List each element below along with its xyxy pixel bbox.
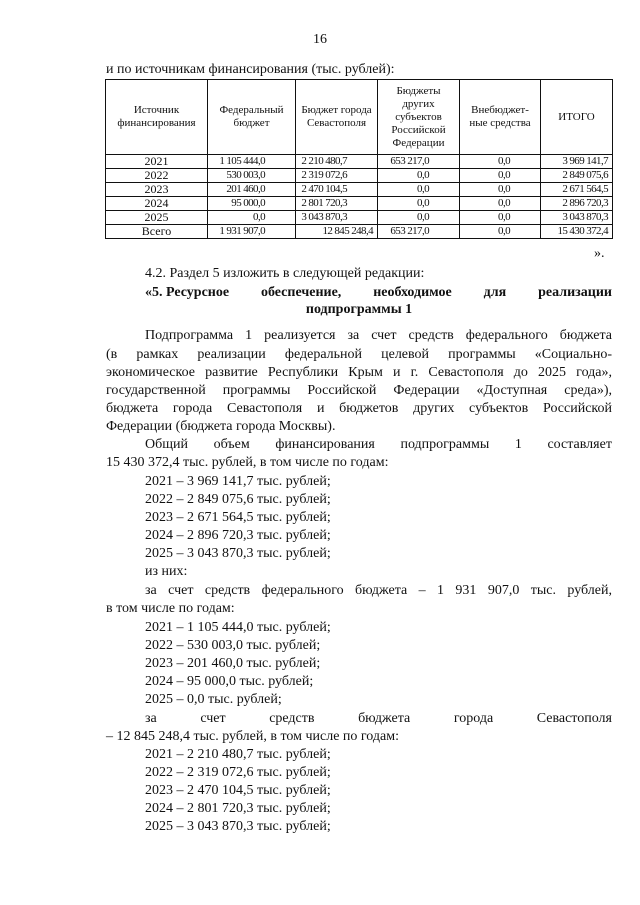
table-cell: 1 931 907,0 <box>208 225 296 239</box>
heading-word: для <box>483 285 507 300</box>
federal-year-item: 2024 – 95 000,0 тыс. рублей; <box>145 674 314 689</box>
header-extrabudgetary: Внебюджет-ные средства <box>460 80 541 155</box>
total-word: составляет <box>547 437 612 452</box>
section-intro: 4.2. Раздел 5 изложить в следующей редакции: <box>145 266 425 281</box>
table-cell: 2 470 104,5 <box>296 183 378 197</box>
table-cell: 3 969 141,7 <box>541 155 613 169</box>
total-year-item: 2021 – 3 969 141,7 тыс. рублей; <box>145 474 331 489</box>
table-cell: 0,0 <box>378 183 460 197</box>
table-cell: 0,0 <box>460 225 541 239</box>
table-cell: 0,0 <box>460 183 541 197</box>
table-cell-year: 2024 <box>106 197 208 211</box>
table-cell: 12 845 248,4 <box>296 225 378 239</box>
total-year-item: 2023 – 2 671 564,5 тыс. рублей; <box>145 510 331 525</box>
table-cell: 2 849 075,6 <box>541 169 613 183</box>
city-word: бюджета <box>358 711 411 726</box>
table-cell: 1 105 444,0 <box>208 155 296 169</box>
table-cell: 3 043 870,3 <box>296 211 378 225</box>
paragraph-line: Подпрограмма 1 реализуется за счет средств федерального бюджета <box>145 328 612 343</box>
table-cell: 95 000,0 <box>208 197 296 211</box>
total-word: Общий <box>145 437 188 452</box>
city-year-item: 2021 – 2 210 480,7 тыс. рублей; <box>145 747 331 762</box>
table-cell: 0,0 <box>460 169 541 183</box>
paragraph-line: Федерации (бюджета города Москвы). <box>106 419 336 434</box>
table-cell: 3 043 870,3 <box>541 211 613 225</box>
header-total: ИТОГО <box>541 80 613 155</box>
header-source: Источник финансирования <box>106 80 208 155</box>
table-cell: 0,0 <box>208 211 296 225</box>
total-year-item: 2024 – 2 896 720,3 тыс. рублей; <box>145 528 331 543</box>
federal-line: за счет средств федерального бюджета – 1 931 907,0 тыс. рублей, <box>145 583 612 598</box>
table-header-row <box>106 80 613 155</box>
table-cell: 2 801 720,3 <box>296 197 378 211</box>
paragraph-line: бюджета города Севастополя и бюджетов других субъектов Российской <box>106 401 612 416</box>
table-row <box>106 183 613 197</box>
table-closing-quote: ». <box>594 246 605 261</box>
city-word: счет <box>200 711 226 726</box>
of-them-label: из них: <box>145 564 188 579</box>
table-cell-year: 2025 <box>106 211 208 225</box>
table-cell-total-label: Всего <box>106 225 208 239</box>
federal-year-item: 2025 – 0,0 тыс. рублей; <box>145 692 282 707</box>
table-cell-year: 2022 <box>106 169 208 183</box>
table-cell: 2 210 480,7 <box>296 155 378 169</box>
total-word: 1 <box>514 437 522 452</box>
heading-word: реализации <box>538 285 612 300</box>
federal-subline: в том числе по годам: <box>106 601 235 616</box>
table-total-row <box>106 225 613 239</box>
header-federal: Федеральный бюджет <box>208 80 296 155</box>
total-word: подпрограммы <box>400 437 490 452</box>
total-year-item: 2025 – 3 043 870,3 тыс. рублей; <box>145 546 331 561</box>
total-word: финансирования <box>275 437 375 452</box>
table-cell: 0,0 <box>460 197 541 211</box>
table-cell: 0,0 <box>378 169 460 183</box>
table-cell: 653 217,0 <box>378 225 460 239</box>
table-cell-year: 2021 <box>106 155 208 169</box>
table-cell: 0,0 <box>378 197 460 211</box>
table-row <box>106 169 613 183</box>
city-year-item: 2023 – 2 470 104,5 тыс. рублей; <box>145 783 331 798</box>
page-number: 16 <box>313 32 327 47</box>
total-year-item: 2022 – 2 849 075,6 тыс. рублей; <box>145 492 331 507</box>
heading-word: обеспечение, <box>260 285 342 300</box>
city-word: Севастополя <box>536 711 612 726</box>
section-heading-line1 <box>145 284 612 301</box>
paragraph-line: экономическое развитие Республики Крым и г. Севастополя до 2025 года», <box>106 365 612 380</box>
table-row <box>106 155 613 169</box>
table-cell: 15 430 372,4 <box>541 225 613 239</box>
table-cell: 0,0 <box>378 211 460 225</box>
city-subline: – 12 845 248,4 тыс. рублей, в том числе по годам: <box>106 729 399 744</box>
section-heading-line2: подпрограммы 1 <box>305 302 413 317</box>
federal-year-item: 2022 – 530 003,0 тыс. рублей; <box>145 638 321 653</box>
paragraph-line: (в рамках реализации федеральной целевой программы «Социально- <box>106 347 612 362</box>
city-year-item: 2025 – 3 043 870,3 тыс. рублей; <box>145 819 331 834</box>
financing-table <box>105 79 613 239</box>
table-cell: 2 319 072,6 <box>296 169 378 183</box>
table-cell: 2 896 720,3 <box>541 197 613 211</box>
table-row <box>106 211 613 225</box>
heading-word: «5. Ресурсное <box>145 285 230 300</box>
header-other-regions: Бюджеты других субъектов Российской Федерации <box>378 80 460 155</box>
city-year-item: 2024 – 2 801 720,3 тыс. рублей; <box>145 801 331 816</box>
heading-word: необходимое <box>373 285 452 300</box>
city-word: за <box>145 711 157 726</box>
paragraph-line: государственной программы Российской Федерации «Доступная среда»), <box>106 383 612 398</box>
table-cell: 201 460,0 <box>208 183 296 197</box>
table-cell: 0,0 <box>460 155 541 169</box>
table-cell: 2 671 564,5 <box>541 183 613 197</box>
federal-year-item: 2023 – 201 460,0 тыс. рублей; <box>145 656 321 671</box>
table-cell-year: 2023 <box>106 183 208 197</box>
table-cell: 653 217,0 <box>378 155 460 169</box>
city-word: средств <box>269 711 315 726</box>
table-row <box>106 197 613 211</box>
total-amount-line: 15 430 372,4 тыс. рублей, в том числе по годам: <box>106 455 389 470</box>
total-word: объем <box>213 437 250 452</box>
city-line <box>145 710 612 727</box>
table-cell: 530 003,0 <box>208 169 296 183</box>
city-year-item: 2022 – 2 319 072,6 тыс. рублей; <box>145 765 331 780</box>
header-city: Бюджет города Севастополя <box>296 80 378 155</box>
city-word: города <box>453 711 494 726</box>
table-intro-text: и по источникам финансирования (тыс. рублей): <box>106 62 395 77</box>
total-line <box>145 436 612 453</box>
table-cell: 0,0 <box>460 211 541 225</box>
federal-year-item: 2021 – 1 105 444,0 тыс. рублей; <box>145 620 331 635</box>
